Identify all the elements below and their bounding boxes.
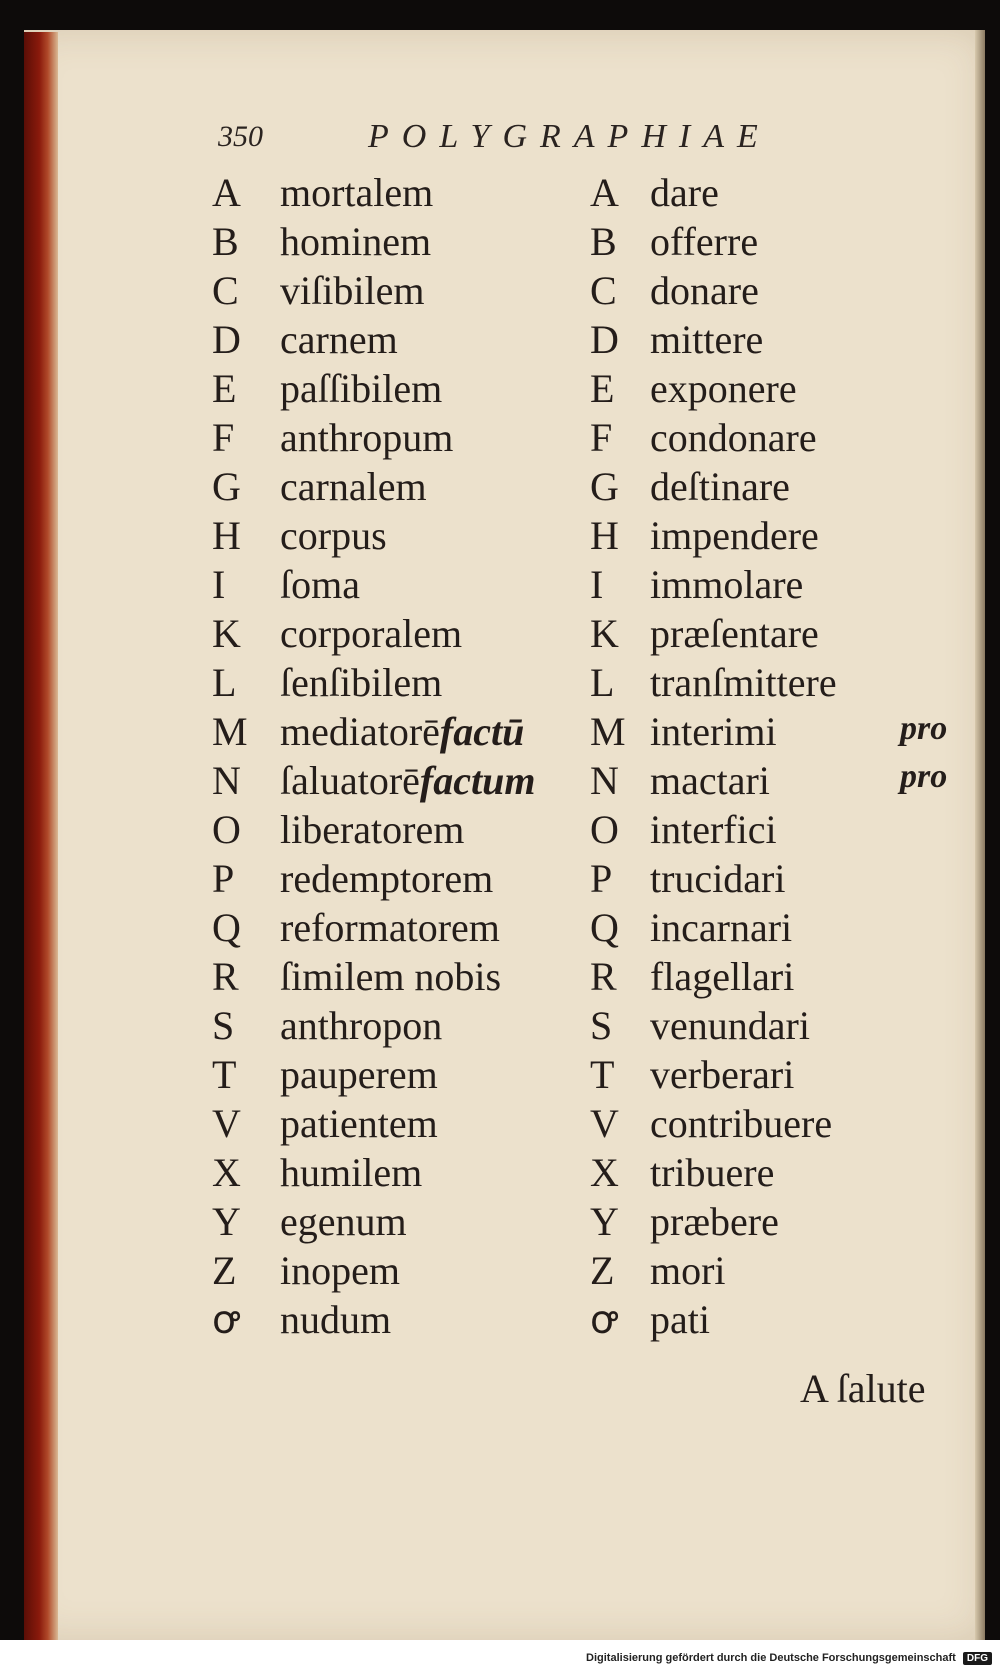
cipher-word-text: mactari: [650, 758, 770, 803]
cipher-word: [650, 1099, 832, 1148]
cipher-word: [650, 1050, 794, 1099]
cipher-letter: I: [212, 562, 226, 607]
cipher-word-text: mori: [650, 1248, 726, 1293]
page-edge: [975, 30, 985, 1640]
catchword: A ſalute: [800, 1366, 926, 1411]
cipher-word: [280, 364, 442, 413]
cipher-word: [280, 168, 433, 217]
cipher-letter: R: [212, 954, 239, 999]
cipher-letter: S: [212, 1003, 235, 1048]
cipher-word-text: verberari: [650, 1052, 795, 1097]
cipher-letter: Z: [590, 1248, 615, 1293]
cipher-word: [650, 462, 790, 511]
cipher-letter: T: [212, 1052, 237, 1097]
side-note: pro: [900, 710, 948, 747]
cipher-letter: L: [212, 660, 237, 705]
cipher-letter: K: [590, 611, 619, 656]
cipher-word: [650, 805, 777, 854]
cipher-word-text: præſentare: [650, 611, 819, 656]
cipher-word: [650, 560, 803, 609]
cipher-word-text: contribuere: [650, 1101, 833, 1146]
footer-credit-text: Digitalisierung gefördert durch die Deutsche Forschungsgemeinschaft: [586, 1652, 956, 1664]
cipher-word: [280, 756, 535, 805]
cipher-letter: Z: [212, 1248, 237, 1293]
cipher-word: [650, 1295, 710, 1344]
cipher-word: [650, 364, 797, 413]
cipher-word: [280, 903, 500, 952]
cipher-word: [650, 315, 763, 364]
cipher-letter: V: [212, 1101, 241, 1146]
cipher-word: [280, 1197, 407, 1246]
cipher-word: [280, 707, 524, 756]
cipher-letter: F: [590, 415, 613, 460]
cipher-word: [280, 952, 501, 1001]
cipher-letter: A: [590, 170, 619, 215]
cipher-word-text: dare: [650, 170, 719, 215]
cipher-letter: G: [590, 464, 619, 509]
cipher-word-note: factū: [439, 709, 525, 754]
cipher-word-text: venundari: [650, 1003, 810, 1048]
cipher-letter: O: [212, 807, 241, 852]
cipher-letter: E: [590, 366, 615, 411]
cipher-word: [280, 609, 462, 658]
cipher-word-text: ſenſibilem: [280, 660, 443, 705]
side-note: pro: [900, 758, 948, 795]
cipher-word: [650, 1148, 774, 1197]
cipher-word-text: anthropum: [280, 415, 454, 460]
cipher-word: [280, 511, 387, 560]
cipher-letter: I: [590, 562, 604, 607]
cipher-letter: ꝍ: [590, 1297, 617, 1342]
cipher-letter: D: [590, 317, 619, 362]
cipher-letter: E: [212, 366, 237, 411]
dfg-logo: DFG: [963, 1652, 992, 1665]
cipher-word-text: immolare: [650, 562, 804, 607]
cipher-letter: V: [590, 1101, 619, 1146]
cipher-word-text: ſimilem nobis: [280, 954, 502, 999]
cipher-letter: Q: [212, 905, 241, 950]
cipher-word-text: carnalem: [280, 464, 427, 509]
cipher-word-text: incarnari: [650, 905, 793, 950]
cipher-word: [280, 1099, 438, 1148]
cipher-word: [280, 1050, 438, 1099]
cipher-word: [650, 168, 719, 217]
cipher-word: [650, 854, 786, 903]
footer-credit: [586, 1652, 992, 1665]
cipher-letter: N: [590, 758, 619, 803]
cipher-letter: A: [212, 170, 241, 215]
cipher-word-text: humilem: [280, 1150, 423, 1195]
cipher-letter: P: [590, 856, 613, 901]
cipher-word: [280, 413, 453, 462]
cipher-word: [650, 217, 758, 266]
cipher-word-text: exponere: [650, 366, 797, 411]
book-spine: [24, 32, 58, 1640]
cipher-word-text: tribuere: [650, 1150, 775, 1195]
cipher-word: [650, 266, 759, 315]
cipher-word: [280, 658, 442, 707]
cipher-letter: Y: [590, 1199, 619, 1244]
cipher-word-text: mittere: [650, 317, 764, 362]
running-title: POLYGRAPHIAE: [368, 118, 771, 155]
cipher-letter: O: [590, 807, 619, 852]
cipher-word-text: hominem: [280, 219, 432, 264]
cipher-word: [650, 707, 777, 756]
cipher-word-text: mediatorē: [280, 709, 440, 754]
cipher-letter: C: [590, 268, 617, 313]
cipher-word-text: reformatorem: [280, 905, 500, 950]
cipher-letter: P: [212, 856, 235, 901]
cipher-letter: S: [590, 1003, 613, 1048]
cipher-word-text: mortalem: [280, 170, 434, 215]
cipher-letter: B: [590, 219, 617, 264]
cipher-word-text: pati: [650, 1297, 710, 1342]
cipher-letter: D: [212, 317, 241, 362]
cipher-letter: C: [212, 268, 239, 313]
cipher-word: [650, 658, 837, 707]
cipher-word: [280, 1295, 391, 1344]
cipher-word-text: anthropon: [280, 1003, 443, 1048]
cipher-word: [650, 413, 817, 462]
cipher-word: [280, 266, 424, 315]
cipher-letter: G: [212, 464, 241, 509]
cipher-word-text: egenum: [280, 1199, 407, 1244]
cipher-word-text: flagellari: [650, 954, 795, 999]
cipher-word-text: inopem: [280, 1248, 400, 1293]
cipher-word: [650, 903, 792, 952]
cipher-letter: ꝍ: [212, 1297, 239, 1342]
cipher-letter: Q: [590, 905, 619, 950]
cipher-letter: K: [212, 611, 241, 656]
cipher-letter: H: [212, 513, 241, 558]
cipher-word-text: ſaluatorē: [280, 758, 420, 803]
cipher-word: [650, 1197, 779, 1246]
cipher-letter: R: [590, 954, 617, 999]
cipher-word-text: trucidari: [650, 856, 786, 901]
cipher-word-text: patientem: [280, 1101, 438, 1146]
cipher-word: [650, 756, 770, 805]
cipher-word: [280, 462, 427, 511]
cipher-word-text: pauperem: [280, 1052, 438, 1097]
cipher-word-text: interimi: [650, 709, 777, 754]
cipher-word-text: nudum: [280, 1297, 392, 1342]
cipher-word-text: offerre: [650, 219, 759, 264]
cipher-letter: N: [212, 758, 241, 803]
cipher-word-text: præbere: [650, 1199, 779, 1244]
cipher-letter: X: [590, 1150, 619, 1195]
cipher-word: [280, 805, 464, 854]
cipher-word-text: liberatorem: [280, 807, 465, 852]
cipher-letter: M: [590, 709, 626, 754]
cipher-word: [280, 854, 493, 903]
cipher-word: [650, 952, 794, 1001]
cipher-word-text: impendere: [650, 513, 819, 558]
cipher-letter: M: [212, 709, 248, 754]
cipher-letter: Y: [212, 1199, 241, 1244]
cipher-word-text: interfici: [650, 807, 777, 852]
cipher-word: [650, 1246, 726, 1295]
cipher-word: [280, 1148, 422, 1197]
cipher-word: [650, 511, 819, 560]
cipher-word-text: corpus: [280, 513, 387, 558]
cipher-word-text: redemptorem: [280, 856, 494, 901]
cipher-letter: T: [590, 1052, 615, 1097]
cipher-word: [280, 1001, 442, 1050]
cipher-word-note: factum: [419, 758, 536, 803]
page-number: 350: [218, 120, 263, 153]
cipher-letter: F: [212, 415, 235, 460]
cipher-word-text: deſtinare: [650, 464, 790, 509]
cipher-letter: X: [212, 1150, 241, 1195]
cipher-letter: L: [590, 660, 615, 705]
cipher-word: [280, 560, 360, 609]
cipher-word-text: tranſmittere: [650, 660, 837, 705]
cipher-letter: H: [590, 513, 619, 558]
cipher-word: [280, 1246, 400, 1295]
cipher-word-text: ſoma: [280, 562, 360, 607]
cipher-word: [280, 315, 398, 364]
cipher-word: [650, 609, 819, 658]
cipher-word-text: donare: [650, 268, 759, 313]
cipher-word-text: viſibilem: [280, 268, 425, 313]
cipher-word: [280, 217, 431, 266]
cipher-word-text: paſſibilem: [280, 366, 443, 411]
cipher-letter: B: [212, 219, 239, 264]
cipher-word: [650, 1001, 810, 1050]
cipher-word-text: corporalem: [280, 611, 463, 656]
cipher-word-text: condonare: [650, 415, 817, 460]
cipher-word-text: carnem: [280, 317, 398, 362]
